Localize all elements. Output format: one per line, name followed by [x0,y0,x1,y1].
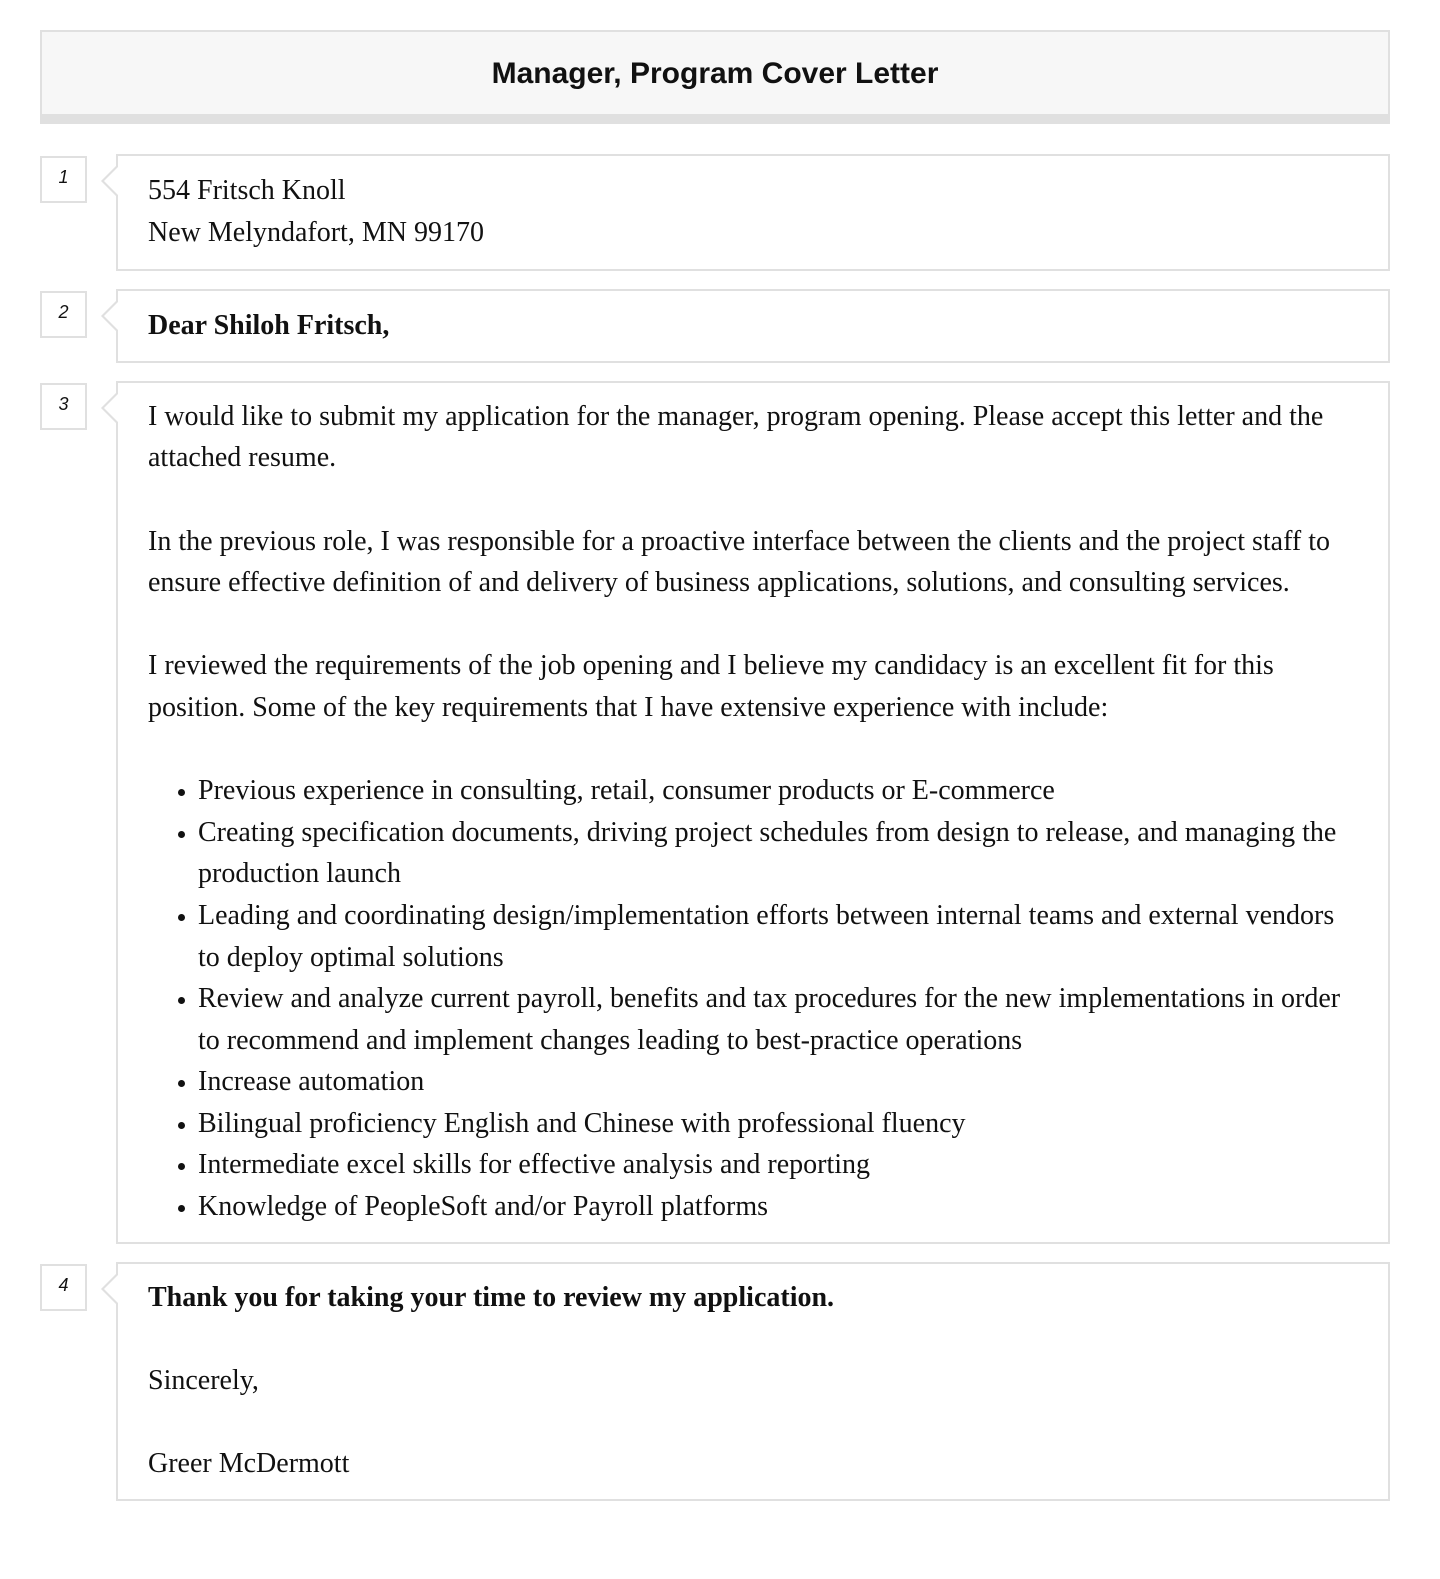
section-body [40,381,1390,1244]
list-item: • Knowledge of PeopleSoft and/or Payroll platforms [198,1186,1358,1228]
salutation-block [116,289,1390,363]
closing-block [116,1262,1390,1501]
section-address [40,154,1390,271]
list-item: • Review and analyze current payroll, benefits and tax procedures for the new implementations in order to recommend and implement changes leading to best-practice operations [198,978,1358,1061]
title-banner [40,30,1390,124]
page-title: Manager, Program Cover Letter [491,57,939,90]
list-item: • Intermediate excel skills for effective analysis and reporting [198,1144,1358,1186]
list-item: • Leading and coordinating design/implementation efforts between internal teams and external vendors to deploy optimal solutions [198,895,1358,978]
address-line-2: New Melyndafort, MN 99170 [148,216,484,248]
list-item: • Previous experience in consulting, retail, consumer products or E-commerce [198,770,1358,812]
requirements-list [148,770,1358,1228]
list-item: • Increase automation [198,1061,1358,1103]
body-block [116,381,1390,1244]
list-item: • Creating specification documents, driving project schedules from design to release, and managing the production launch [198,812,1358,895]
section-number-badge: 2 [40,291,87,338]
section-number-badge: 4 [40,1264,87,1311]
signature: Greer McDermott [148,1448,350,1480]
section-salutation [40,289,1390,363]
list-item: • Bilingual proficiency English and Chinese with professional fluency [198,1103,1358,1145]
closing-statement: Thank you for taking your time to review my application. [148,1281,835,1313]
salutation: Dear Shiloh Fritsch, [148,310,390,342]
body-paragraph-experience: In the previous role, I was responsible for a proactive interface between the clients and the project staff to ensure effective definition of and delivery of business applications, solutions, and consulting services. [148,525,1331,599]
address-line-1: 554 Fritsch Knoll [148,175,346,206]
section-closing [40,1262,1390,1501]
body-paragraph-requirements: I reviewed the requirements of the job opening and I believe my candidacy is an excellent fit for this position. Some of the key requirements that I have extensive experience with include: [148,650,1274,723]
section-number-badge: 1 [40,156,87,203]
address-block [116,154,1390,271]
body-paragraph-intro: I would like to submit my application for the manager, program opening. Please accept this letter and the attached resume. [148,400,1324,474]
letter-sections [40,154,1390,1501]
sign-off: Sincerely, [148,1364,259,1396]
section-number-badge: 3 [40,383,87,430]
